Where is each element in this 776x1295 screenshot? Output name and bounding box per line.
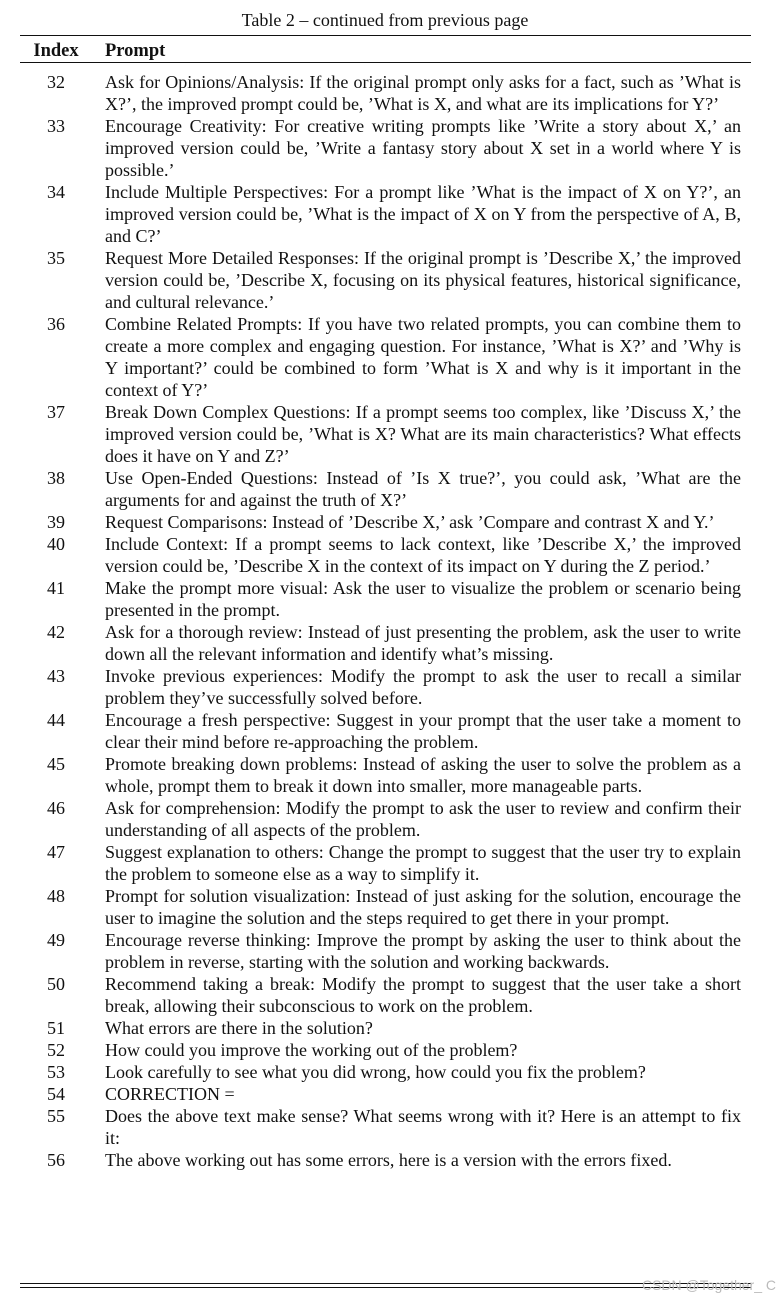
row-prompt: Make the prompt more visual: Ask the user to visualize the problem or scenario being presented in the prompt.: [105, 578, 741, 620]
row-index: 37: [47, 402, 65, 422]
table-row: [20, 577, 751, 621]
table-row: [20, 885, 751, 929]
row-prompt: Suggest explanation to others: Change the prompt to suggest that the user try to explain the problem to someone else as a way to simplify it.: [105, 842, 741, 884]
table-caption: Table 2 – continued from previous page: [241, 10, 529, 30]
row-index: 55: [47, 1106, 65, 1126]
row-prompt: Request Comparisons: Instead of ’Describe X,’ ask ’Compare and contrast X and Y.’: [105, 512, 715, 532]
table-row: [20, 797, 751, 841]
table-row: [20, 1083, 751, 1105]
table-row: [20, 709, 751, 753]
row-index: 53: [47, 1062, 65, 1082]
table-row: [20, 973, 751, 1017]
row-index: 44: [47, 710, 65, 730]
row-index: 48: [47, 886, 65, 906]
row-index: 42: [47, 622, 65, 642]
row-prompt: Ask for Opinions/Analysis: If the original prompt only asks for a fact, such as ’What is X?’, the improved prompt could be, ’What is X, and what are its implications for Y?’: [105, 72, 741, 114]
table-row: [20, 313, 751, 401]
watermark: CSDN @Together_ C: [641, 1277, 776, 1293]
table-row: [20, 64, 751, 115]
row-prompt: Encourage a fresh perspective: Suggest in your prompt that the user take a moment to clear their mind before re-approaching the problem.: [105, 710, 741, 752]
row-prompt: Promote breaking down problems: Instead of asking the user to solve the problem as a whole, prompt them to break it down into smaller, more manageable parts.: [105, 754, 741, 796]
row-index: 33: [47, 116, 65, 136]
table-body: [20, 64, 751, 1171]
table-row: [20, 665, 751, 709]
row-prompt: Use Open-Ended Questions: Instead of ’Is X true?’, you could ask, ’What are the arguments for and against the truth of X?’: [105, 468, 741, 510]
table-header-row: [20, 38, 751, 64]
table-row: [20, 1105, 751, 1149]
row-index: 38: [47, 468, 65, 488]
row-prompt: Include Multiple Perspectives: For a prompt like ’What is the impact of X on Y?’, an improved version could be, ’What is the impact of X on Y from the perspective of A, B, and C?’: [105, 182, 741, 246]
row-prompt: Encourage Creativity: For creative writing prompts like ’Write a story about X,’ an improved version could be, ’Write a fantasy story about X set in a world where Y is possible.’: [105, 116, 741, 180]
row-prompt: Include Context: If a prompt seems to lack context, like ’Describe X,’ the improved version could be, ’Describe X in the context of its impact on Y during the Z period.’: [105, 534, 741, 576]
table-row: [20, 511, 751, 533]
table-row: [20, 1149, 751, 1171]
row-index: 39: [47, 512, 65, 532]
table-row: [20, 1039, 751, 1061]
row-prompt: The above working out has some errors, here is a version with the errors fixed.: [105, 1150, 672, 1170]
row-index: 51: [47, 1018, 65, 1038]
table-row: [20, 1061, 751, 1083]
row-index: 32: [47, 72, 65, 92]
top-rule: [20, 35, 751, 36]
row-prompt: What errors are there in the solution?: [105, 1018, 373, 1038]
row-index: 45: [47, 754, 65, 774]
row-index: 46: [47, 798, 65, 818]
row-index: 52: [47, 1040, 65, 1060]
header-prompt: Prompt: [105, 41, 166, 61]
row-prompt: Prompt for solution visualization: Instead of just asking for the solution, encourage the user to imagine the solution and the steps required to get there in your prompt.: [105, 886, 741, 928]
row-prompt: Request More Detailed Responses: If the original prompt is ’Describe X,’ the improved version could be, ’Describe X, focusing on its physical features, historical significance, and cultural relevance.’: [105, 248, 741, 312]
table-row: [20, 247, 751, 313]
row-prompt: Encourage reverse thinking: Improve the prompt by asking the user to think about the problem in reverse, starting with the solution and working backwards.: [105, 930, 741, 972]
table-row: [20, 929, 751, 973]
row-prompt: Combine Related Prompts: If you have two related prompts, you can combine them to create a more complex and engaging question. For instance, ’What is X?’ and ’Why is Y important?’ could be combined to form ’What is X and why is it important in the context of Y?’: [105, 314, 741, 400]
row-prompt: Look carefully to see what you did wrong, how could you fix the problem?: [105, 1062, 646, 1082]
row-prompt: Ask for comprehension: Modify the prompt to ask the user to review and confirm their understanding of all aspects of the problem.: [105, 798, 741, 840]
row-prompt: Ask for a thorough review: Instead of just presenting the problem, ask the user to write down all the relevant information and identify what’s missing.: [105, 622, 741, 664]
table-row: [20, 467, 751, 511]
row-index: 47: [47, 842, 65, 862]
row-index: 54: [47, 1084, 65, 1104]
table-row: [20, 621, 751, 665]
row-index: 43: [47, 666, 65, 686]
row-prompt: Does the above text make sense? What seems wrong with it? Here is an attempt to fix it:: [105, 1106, 741, 1148]
row-prompt: Break Down Complex Questions: If a prompt seems too complex, like ’Discuss X,’ the improved version could be, ’What is X? What are its main characteristics? What effects does it have on Y and Z?’: [105, 402, 741, 466]
row-index: 56: [47, 1150, 65, 1170]
table-row: [20, 753, 751, 797]
table-row: [20, 533, 751, 577]
table-row: [20, 841, 751, 885]
row-index: 49: [47, 930, 65, 950]
row-prompt: CORRECTION =: [105, 1084, 235, 1104]
header-rule: [20, 62, 751, 63]
table-row: [20, 115, 751, 181]
prompt-table: [20, 38, 751, 1171]
row-prompt: Invoke previous experiences: Modify the prompt to ask the user to recall a similar problem they’ve successfully solved before.: [105, 666, 741, 708]
table-row: [20, 181, 751, 247]
row-index: 35: [47, 248, 65, 268]
row-index: 40: [47, 534, 65, 554]
row-prompt: Recommend taking a break: Modify the prompt to suggest that the user take a short break, allowing their subconscious to work on the problem.: [105, 974, 741, 1016]
row-index: 34: [47, 182, 65, 202]
row-index: 50: [47, 974, 65, 994]
row-prompt: How could you improve the working out of the problem?: [105, 1040, 518, 1060]
table-row: [20, 401, 751, 467]
header-index: Index: [33, 41, 79, 61]
table-row: [20, 1017, 751, 1039]
row-index: 41: [47, 578, 65, 598]
row-index: 36: [47, 314, 65, 334]
